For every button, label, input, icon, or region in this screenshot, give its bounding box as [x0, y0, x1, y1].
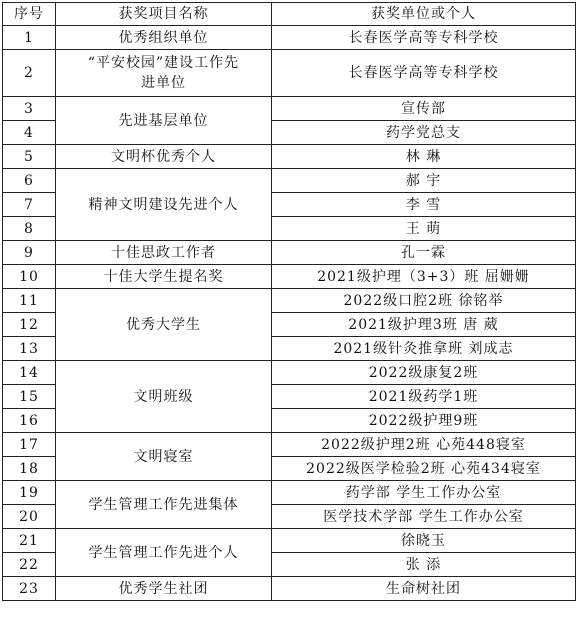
row-winner: 2021级针灸推拿班 刘成志 — [272, 337, 576, 361]
row-no: 1 — [3, 26, 56, 50]
table-row — [3, 481, 576, 505]
row-item: 十佳思政工作者 — [56, 241, 272, 265]
table-row — [3, 169, 576, 193]
row-winner: 宣传部 — [272, 97, 576, 121]
row-winner: 药学部 学生工作办公室 — [272, 481, 576, 505]
row-no: 10 — [3, 265, 56, 289]
row-item: 优秀组织单位 — [56, 26, 272, 50]
header-item: 获奖项目名称 — [56, 3, 272, 26]
row-item: “平安校园”建设工作先进单位 — [56, 50, 272, 97]
row-winner: 长春医学高等专科学校 — [272, 26, 576, 50]
row-winner: 2022级护理9班 — [272, 409, 576, 433]
row-winner: 2021级药学1班 — [272, 385, 576, 409]
row-item: 十佳大学生提名奖 — [56, 265, 272, 289]
row-no: 3 — [3, 97, 56, 121]
row-item: 学生管理工作先进集体 — [56, 481, 272, 529]
row-no: 18 — [3, 457, 56, 481]
row-item: 先进基层单位 — [56, 97, 272, 145]
row-winner: 药学党总支 — [272, 121, 576, 145]
table-row — [3, 289, 576, 313]
row-winner: 张 添 — [272, 553, 576, 577]
row-winner: 孔一霖 — [272, 241, 576, 265]
table-row — [3, 433, 576, 457]
table-row — [3, 529, 576, 553]
row-no: 9 — [3, 241, 56, 265]
row-no: 4 — [3, 121, 56, 145]
row-no: 8 — [3, 217, 56, 241]
row-item: 优秀大学生 — [56, 289, 272, 361]
table-row — [3, 26, 576, 50]
row-item: 学生管理工作先进个人 — [56, 529, 272, 577]
row-no: 5 — [3, 145, 56, 169]
row-winner: 2022级康复2班 — [272, 361, 576, 385]
row-winner: 长春医学高等专科学校 — [272, 50, 576, 97]
row-no: 17 — [3, 433, 56, 457]
row-item: 精神文明建设先进个人 — [56, 169, 272, 241]
row-no: 20 — [3, 505, 56, 529]
row-winner: 生命树社团 — [272, 577, 576, 601]
row-no: 7 — [3, 193, 56, 217]
row-no: 11 — [3, 289, 56, 313]
row-no: 15 — [3, 385, 56, 409]
row-winner: 郝 宇 — [272, 169, 576, 193]
row-no: 2 — [3, 50, 56, 97]
table-row — [3, 97, 576, 121]
row-winner: 李 雪 — [272, 193, 576, 217]
row-item: 文明班级 — [56, 361, 272, 433]
header-no: 序号 — [3, 3, 56, 26]
row-no: 14 — [3, 361, 56, 385]
table-header-row — [3, 3, 576, 26]
table-row — [3, 241, 576, 265]
table-row — [3, 577, 576, 601]
table-row — [3, 50, 576, 97]
header-winner: 获奖单位或个人 — [272, 3, 576, 26]
row-no: 21 — [3, 529, 56, 553]
row-winner: 2021级护理（3+3）班 屈姗姗 — [272, 265, 576, 289]
row-winner: 2022级医学检验2班 心苑434寝室 — [272, 457, 576, 481]
row-no: 22 — [3, 553, 56, 577]
row-winner: 王 萌 — [272, 217, 576, 241]
row-winner: 2021级护理3班 唐 葳 — [272, 313, 576, 337]
table-row — [3, 265, 576, 289]
row-winner: 林 琳 — [272, 145, 576, 169]
row-no: 23 — [3, 577, 56, 601]
row-no: 12 — [3, 313, 56, 337]
row-winner: 2022级口腔2班 徐铭举 — [272, 289, 576, 313]
row-winner: 徐晓玉 — [272, 529, 576, 553]
row-no: 19 — [3, 481, 56, 505]
row-no: 16 — [3, 409, 56, 433]
row-item: 文明杯优秀个人 — [56, 145, 272, 169]
awards-table — [2, 2, 576, 601]
row-winner: 2022级护理2班 心苑448寝室 — [272, 433, 576, 457]
table-row — [3, 361, 576, 385]
row-winner: 医学技术学部 学生工作办公室 — [272, 505, 576, 529]
row-no: 6 — [3, 169, 56, 193]
row-no: 13 — [3, 337, 56, 361]
row-item: 优秀学生社团 — [56, 577, 272, 601]
row-item: 文明寝室 — [56, 433, 272, 481]
table-row — [3, 145, 576, 169]
